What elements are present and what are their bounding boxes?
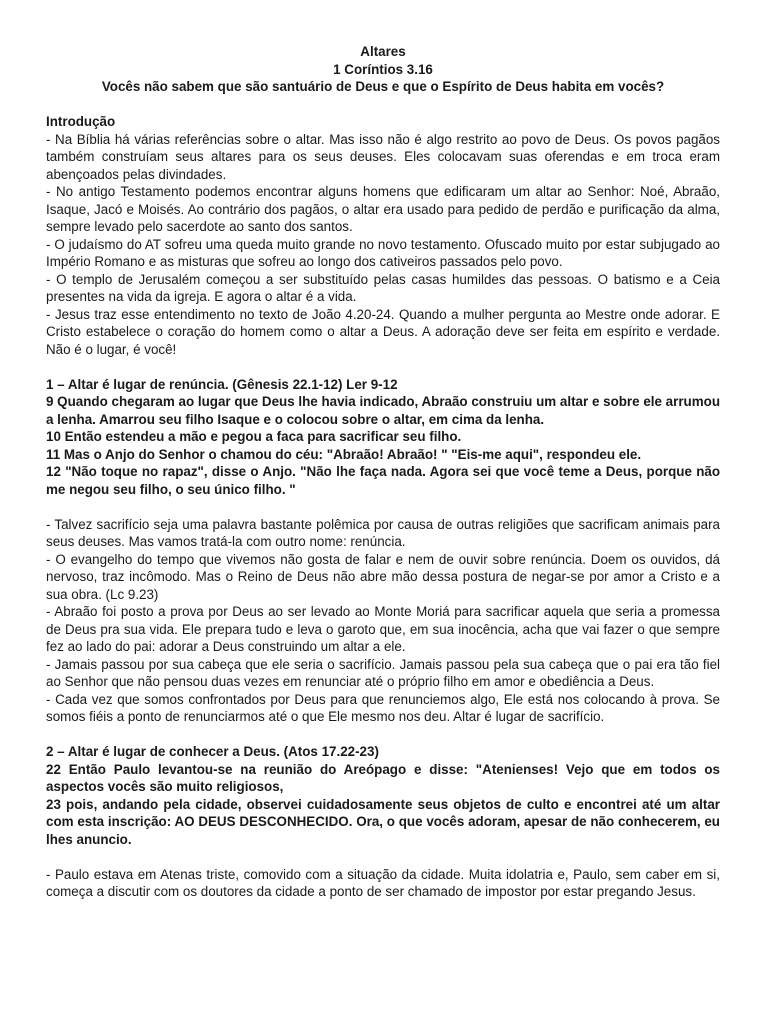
intro-paragraph: - No antigo Testamento podemos encontrar alguns homens que edificaram um altar ao Senhor: Noé, Abraão, Isaque, Jacó e Moisés. Ao contrário dos pagãos, o altar era usado para pedido de perdão e purificação da alma, sempre levado pelo sacerdote ao santo dos santos.: [46, 184, 720, 234]
bible-verse: 12 "Não toque no rapaz", disse o Anjo. "Não lhe faça nada. Agora sei que você teme a Deus, porque não me negou seu filho, o seu único filho. ": [46, 464, 720, 497]
section-1: [46, 376, 720, 726]
section-1-paragraph: - O evangelho do tempo que vivemos não gosta de falar e nem de ouvir sobre renúncia. Doem os ouvidos, dá nervoso, traz incômodo. Mas o Reino de Deus não abre mão dessa postura de negar-se por amor a Cristo e a sua obra. (Lc 9.23): [46, 551, 720, 602]
key-verse: Vocês não sabem que são santuário de Deus e que o Espírito de Deus habita em vocês?: [101, 79, 665, 94]
section-2-paragraph: - Paulo estava em Atenas triste, comovido com a situação da cidade. Muita idolatria e, Paulo, sem caber em si, começa a discutir com os doutores da cidade a ponto de ser chamado de impostor por estar pregando Jesus.: [46, 866, 720, 899]
intro-paragraph: - O judaísmo do AT sofreu uma queda muito grande no novo testamento. Ofuscado muito por estar subjugado ao Império Romano e as misturas que sofreu ao longo dos cativeiros passados pelo povo.: [46, 236, 720, 269]
bible-verse: 23 pois, andando pela cidade, observei cuidadosamente seus objetos de culto e encontrei até um altar com esta inscrição: AO DEUS DESCONHECIDO. Ora, o que vocês adoram, apesar de não conhecerem, eu lhes anuncio.: [46, 796, 720, 847]
bible-verse: 10 Então estendeu a mão e pegou a faca para sacrificar seu filho.: [46, 429, 462, 444]
spacer: [46, 358, 720, 376]
bible-verse: 22 Então Paulo levantou-se na reunião do Areópago e disse: "Atenienses! Vejo que em todos os aspectos vocês são muito religiosos,: [46, 761, 720, 794]
intro-paragraph: - Jesus traz esse entendimento no texto de João 4.20-24. Quando a mulher pergunta ao Mestre onde adorar. E Cristo estabelece o coração do homem como o altar a Deus. A adoração deve ser feita em espírito e verdade. Não é o lugar, é você!: [46, 306, 720, 357]
intro-section: [46, 113, 720, 358]
intro-heading: Introdução: [46, 114, 116, 129]
scripture-reference: 1 Coríntios 3.16: [333, 61, 433, 77]
intro-paragraph: - Na Bíblia há várias referências sobre o altar. Mas isso não é algo restrito ao povo de Deus. Os povos pagãos também construíam seus altares para os seus deuses. Eles colocavam suas oferendas e em troca eram abençoados pelas divindades.: [46, 131, 720, 182]
section-1-heading: 1 – Altar é lugar de renúncia. (Gênesis 22.1-12) Ler 9-12: [46, 376, 398, 392]
section-2: [46, 743, 720, 901]
spacer: [46, 726, 720, 744]
spacer: [46, 498, 720, 516]
document-title: Altares: [360, 44, 406, 59]
section-1-paragraph: - Jamais passou por sua cabeça que ele seria o sacrifício. Jamais passou pela sua cabeça que o pai era tão fiel ao Senhor que não pensou duas vezes em renunciar até o próprio filho em amor e obediência a Deus.: [46, 656, 720, 689]
intro-paragraph: - O templo de Jerusalém começou a ser substituído pelas casas humildes das pessoas. O batismo e a Ceia presentes na vida da igreja. E agora o altar é a vida.: [46, 271, 720, 304]
spacer: [46, 848, 720, 866]
section-1-paragraph: - Cada vez que somos confrontados por Deus para que renunciemos algo, Ele está nos colocando à prova. Se somos fiéis a ponto de renunciarmos até o que Ele mesmo nos deu. Altar é lugar de sacrifício.: [46, 691, 720, 724]
section-1-paragraph: - Abraão foi posto a prova por Deus ao ser levado ao Monte Moriá para sacrificar aquela que seria a promessa de Deus pra sua vida. Ele prepara tudo e leva o garoto que, em sua inocência, acha que vai fazer o que sempre fez ao lado do pai: adorar a Deus construindo um altar a ele.: [46, 604, 720, 654]
section-2-heading: 2 – Altar é lugar de conhecer a Deus. (Atos 17.22-23): [46, 744, 379, 759]
bible-verse: 9 Quando chegaram ao lugar que Deus lhe havia indicado, Abraão construiu um altar e sobre ele arrumou a lenha. Amarrou seu filho Isaque e o colocou sobre o altar, em cima da lenha.: [46, 394, 720, 427]
spacer: [46, 96, 720, 114]
bible-verse: 11 Mas o Anjo do Senhor o chamou do céu: "Abraão! Abraão! " "Eis-me aqui", respondeu ele.: [46, 446, 642, 462]
title-block: [46, 43, 720, 96]
section-1-paragraph: - Talvez sacrifício seja uma palavra bastante polêmica por causa de outras religiões que sacrificam animais para seus deuses. Mas vamos tratá-la com outro nome: renúncia.: [46, 516, 720, 549]
